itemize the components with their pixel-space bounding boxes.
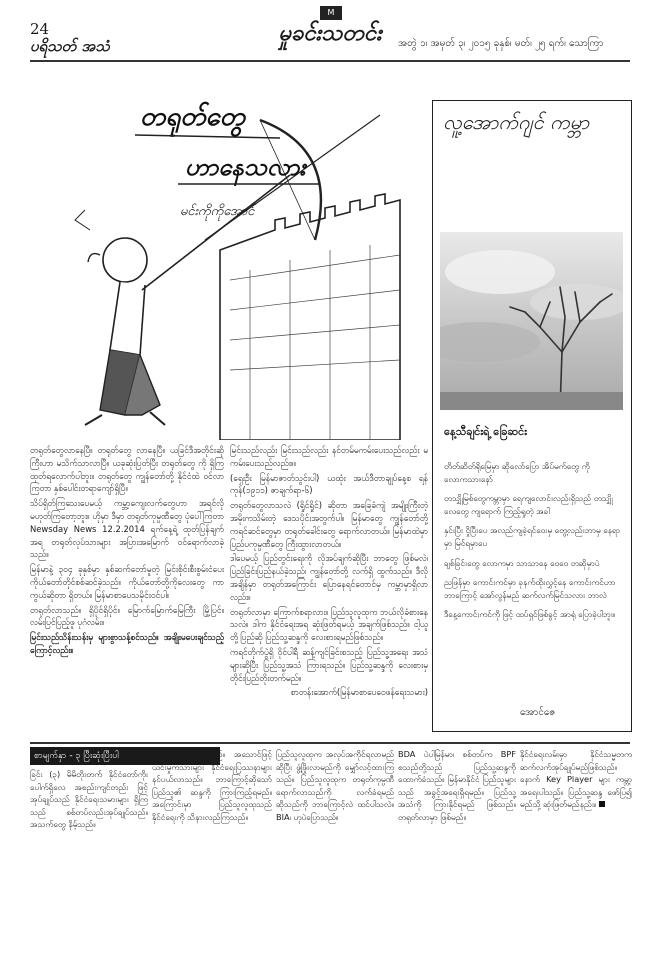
bottom-column-2: ပေါ်လွင်လာရသေးသည်။ အသောင်ဖြင့် ယင်းမှုကသားများ နိုင်ငံရေးပြဿနာများ နင်ပယ်လာသည်။ ဘာကြောင့်ဆိုသော် ပြည်သူ၏ ဆန္ဒကို ကြားကြည့်ရမည်။ အကြောင်းမှာ ပြည်သူလူထုသည် နိုင်ငံရေးကို သိနားလည်ကြသည်။ <box>152 749 272 822</box>
article-paragraph: တရုတ်လာမှာ ကြောက်စရာလား။ ပြည်သူလူထုက ဘယ်လိုခံစားနေသလဲ။ ဒါက နိုင်ငံရေးအရ ဆုံးဖြတ်ရမယ့် အချက်ဖြစ်သည်။ ငါ့ယူတို့ပြည်ဆို ပြည်သူ့ဆန္ဒကို လေးစားရမည်ဖြစ်သည်။ <box>230 606 428 643</box>
poem-author: အောင်ဇေ <box>520 707 556 718</box>
bottom-column-5 <box>520 748 632 811</box>
article-paragraph: ကရင်တိုက်ပွဲရှိ ဝိုင်ပါရီ ဆန့်ကျင်ခြင်းစသည့် ပြည်သူ့အရေး အသံများဆိုပြီး ပြည်သူ့အသံ ကြားရသည်။ ပြည်သူ့ဆန္ဒကို လေးစားမှ တိုင်းပြည်တိုးတက်မည်။ <box>230 646 428 683</box>
bottom-rule <box>30 742 630 744</box>
article-paragraph: မြန်မာနဲ့ ၃၀၄ ခုနှစ်မှာ နှစ်ဆက်တော်မူတဲ့ မြင်းစိုင်းစီးစွမ်းငံပေးကိုယ်တော်တိုင်စစ်ဆင်ခဲ့သည်။ ကိုယ်တော်တို့ကိုလေးတွေ ကာကွယ်ဆိုတာ ရှိတယ်။ မြန်မာစာပေသမိုင်းဝင်ပါ။ <box>30 564 224 600</box>
poem-stanza: တသျှိုမြစ်တွေကမ္ဘာမှာ ရေကျလောင်းလည်းရှိသည် တသျှိုလေတွေ ကျရောက် ကြည့်ရှုတဲ့ အခါ <box>444 493 613 516</box>
poem-stanza: နှင်းပြီး ငှိုပြီးပေ အလည်ကျခဲ့ရင်ဝေးမှ တွေ့လည်းဘာမှ နေရာမှာ မြင်ရမှာပေ <box>444 525 620 548</box>
article-column-1 <box>30 444 224 659</box>
article-column-2 <box>230 444 428 701</box>
poem-title: လူ့အောက်ဂျင် ကမ္ဘာ <box>443 110 590 134</box>
poem-stanza: ဒီနေ့ကောင်းကင်ကို ဖြင့် ထပ်ရှင်ဖြစ်ခွင့် အာရုံ ပြောခဲ့ပါဘူး။ <box>444 609 616 620</box>
article-paragraph: တရုတ်လာသည်။ ရှိပိုင်ရှိပိုင်။ မြောက်မြောက်မြေကြီး မြို့ပြင်။ လမ်းပြင်ပြည့်ဖူ ပုဂံလမ်း။ <box>30 604 224 628</box>
end-mark-icon <box>599 801 605 807</box>
bottom-column-4: BDA ပဲပါမြန်မာ၊ စစ်တပ်က BPF စသည်တို့သည် ပြည်သူ့ဆန္ဒကို ထောက်ခံသည်။ မြန်မာနိုင်ငံ ပြည်သူများသည် အခွင့်အရေးရှိရမည်။ ပြည်သူ့အသံကို ကြားနိုင်ရမည် ဖြစ်သည်။ တရုတ်လာမှာ ဖြစ်မည်။ <box>398 749 516 822</box>
article-paragraph: မြင်းသည်သိန်းသန်းမှ များစွာသန့်စင်သည်။ အချိုးမပေးချင်သည့်ကြောင့်လည်း။ <box>30 632 224 655</box>
poem-stanza: ချစ်ခြင်းတွေ လောကမှာ သာသာနေ ဝေဝေ တဆိုမှာပဲ <box>444 557 600 568</box>
masthead: မှုခင်းသတင်း <box>278 20 382 46</box>
poem-photo <box>440 232 623 410</box>
poem-stanza: ညဖြန်မှာ ကောင်းကင်မှာ ခုနက်ထိုးလွှင့်နေ ကောင်းကင်ဟာ ဘာကြောင့် အော်လွန်မည် ဆက်လက်မြင်သလား ဘာလဲ <box>444 577 616 600</box>
article-signature: စာတန်းအောက်(မြန်မာစာပေဝေဖန်ရေးသမား) <box>290 687 428 698</box>
bottom-column-1: ခြင်း (၃) မိမိတိုးတက် နိုင်ငံတော်ကိုးပေါက်ရှိလေ အစည်းကျင်တည်း ဖြင့်အုပ်ချုပ်သည် နိုင်ငံရေးသမားများ ရှိကြသည် စစ်တပ်လည်းအုပ်ချုပ်သည်။ အသက်တွေ နိမ့်သည်။ <box>30 769 148 830</box>
bottom-headline: စာမျက်နှာ - ၃ ပြီးဆုံးပြီးပါ <box>30 747 220 765</box>
article-paragraph: မြင်းသည်လည်း မြင်းသည်လည်း နင်တမ်မကမ်းပေးသည်လည်း မကမ်းပေးသည်လည်း။။ <box>230 445 428 468</box>
article-paragraph: သိပ်ရှိတ်ကြသေးပေမယ့် ကမ္ဘာ့ကျေးလက်တွေဟာ အရင်လိုမဟုတ်ကြတော့ဘူး။ ဟိုမှာ ဒီမှာ တရုတ်ကုမ္ပဏီတွေ ပုံပေါ်ကြတာ Newsday News 12.2.2014 ရက်နေ့ရဲ့ ထုတ်ပြန်ချက်အရ တရုတ်လုပ်သားများ အပြားအမြောက် ဝင်ရောက်လာခဲ့သည်။ <box>30 498 224 560</box>
cartoon-title-line2: ဟာနေသလား <box>185 152 306 181</box>
cartoon-illustration <box>30 80 425 440</box>
cartoon-artist: မင်းကိုကိုအောင် <box>180 204 255 219</box>
poem-box <box>432 100 632 732</box>
issue-line: အတွဲ ၁၊ အမှတ် ၃၊ ၂၀၁၅ ခုနှစ်၊ မတ်၊ ၂၅ ရက်၊ သောကြာ <box>398 38 604 49</box>
page-number: 24 <box>30 20 50 38</box>
article-paragraph: ဒါပေမယ့် ပြည်တွင်းရေးကို လိုအပ်ချက်ဆိုပြီး ဘာတွေ ဖြစ်မလဲ၊ ပြည်ခြင်းပြည်နယ်ခဲ့သည်၊ ကျွန်တော်တို့ လက်ရှိ ထွက်သည်။ ဒီလို အချိန်မှာ တရုတ်အကြောင်း ပြောနေရင်တောင်မှ ကမ္ဘာမှာရှိလာလည်း။ <box>230 553 428 602</box>
article-paragraph: တရုတ်တွေလာနေပြီ။ တရုတ်တွေ လာနေပြီ။ ယခြင်ဒီအတိုင်းဆိုကြီးဟာ မသိက်သာလာပြီ။ ယခုဆုံးပြတ်ပြီး တရုတ်တွေ ကို ရှိကြ ထုတ်ရလောက်ပါဘူး။ တရုတ်တွေ ကျွန်တော်တို့ နိုင်ငံထဲ ဝင်လာကြတာ နှစ်ပေါင်းတရာကျော်ရှိပြီ။ <box>30 445 224 494</box>
bottom-column-5-text: နိုင်ငံရေးလမ်းမှာ နိုင်ငံသမ္မတက ဆက်လက်အုပ်ချုပ်မည်ဖြစ်သည်။ နောက် Key Player များ ကမ္ဘာ့အရေးပါသည်။ ပြည်သူ့ဆန္ဒ ဖော်ပြ၍ မည်သို့ ဆုံးဖြတ်မည်နည်း။ <box>520 749 632 810</box>
masthead-badge: M <box>320 6 342 20</box>
page-header <box>0 0 659 78</box>
article-paragraph: တရုတ်တွေလာသလဲ (ရှိုင်ရှိုင်) ဆိုတာ အခြေခံကျဲ အမျိုးကြီးတဲ့ အမိုးကသိမ်းတဲ့ ဒေသပိုင်းအတွက်ပါ။ မြန်မာတွေ ကျွန်တော်တို့ ကရင်ဆင်တွေမှာ တရုတ်ခေါင်းတွေ ရောက်လာတယ်။ မြန်မာထဲမှာ ပြည်ပကုမ္ပဏီတွေ ကြီးထွားလာတယ်။ <box>230 500 428 549</box>
section-logo: ပရိသတ် အသံ <box>30 37 110 55</box>
cartoon-title-line1: တရုတ်တွေ <box>140 102 245 132</box>
header-rule <box>30 60 630 62</box>
poem-text <box>444 460 624 628</box>
poem-byline: နေ့သီချင်းရဲ့ ခြေဆင်း <box>444 425 528 438</box>
article-paragraph: (ရှေးဦး မြန်မာဇာတ်သွင်းပါ) ယထုံး အယ်ဒီတာချုပ်နေ့စ ရန်ကုန်(၁၉၁၁) ဇာချက်ရာ-၆) <box>230 472 428 496</box>
poem-stanza: တိတ်ဆိတ်ရိုမြေမှာ ဆိုလော်ပြော အိပ်မက်တွေ ကိုလောကသားနော် <box>444 461 590 484</box>
bottom-column-3: ပြည်သူလူထုက အလုပ်အကိုင်ရလာမည်ဆိုပြီး ဖွံ့ဖြိုးလာမည်ကို မျှော်လင့်ထားကြသည်။ ပြည်သူလူထုက တရုတ်ကုမ္ပဏီ ရောက်လာသည်ကို လက်ခံရမည်ဆိုသည်ကို ဘာကြောင့်လဲ ထင်ပါသလဲ။ BIA၊ ဟုပဲပြောသည်။ <box>276 749 394 822</box>
